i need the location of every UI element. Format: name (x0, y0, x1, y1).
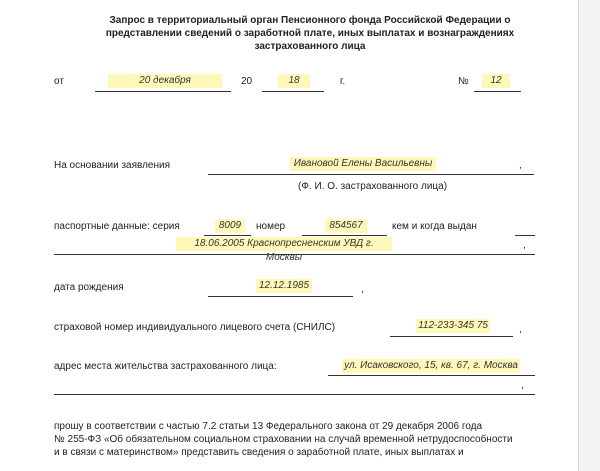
passport-number: 854567 (325, 219, 367, 233)
birth-underline (208, 296, 353, 297)
label-year-suffix: г. (340, 76, 346, 87)
passport-issued-value: 18.06.2005 Краснопресненским УВД г. Москвы (176, 237, 392, 251)
passport-number-underline (302, 235, 387, 236)
body-line-1: прошу в соответствии с частью 7.2 статьи 13 Федерального закона от 29 декабря 2006 года (54, 421, 483, 432)
title-line-1: Запрос в территориальный орган Пенсионного фонда Российской Федерации о (109, 15, 511, 26)
series-underline (204, 235, 251, 236)
number-underline (474, 91, 521, 92)
address-underline (328, 375, 535, 376)
applicant-comma: , (519, 160, 522, 171)
applicant-caption: (Ф. И. О. застрахованного лица) (298, 181, 448, 192)
address-label: адрес места жительства застрахованного лица: (54, 361, 277, 372)
request-body (54, 420, 513, 459)
request-number: 12 (482, 74, 510, 88)
viewer-margin (579, 0, 600, 471)
label-number-sign: № (458, 76, 469, 87)
issued-short-underline (515, 235, 535, 236)
year-underline (262, 91, 324, 92)
applicant-underline (208, 174, 534, 175)
title-line-3: застрахованного лица (254, 41, 366, 52)
birth-comma: , (361, 284, 364, 295)
passport-number-label: номер (256, 221, 286, 232)
address-value: ул. Исаковского, 15, кв. 67, г. Москва (342, 359, 520, 373)
applicant-name: Ивановой Елены Васильевны (290, 157, 436, 171)
date-year: 18 (278, 74, 310, 88)
document-title (60, 14, 560, 53)
snils-comma: , (519, 324, 522, 335)
snils-value: 112-233-345 75 (416, 319, 490, 333)
label-century: 20 (241, 76, 253, 87)
body-line-3: и в связи с материнством» представить сведения о заработной плате, иных выплатах и (54, 447, 464, 458)
body-line-2: № 255-ФЗ «Об обязательном социальном страховании на случай временной нетрудоспособности (54, 434, 513, 445)
address-comma: , (521, 380, 524, 391)
label-ot: от (54, 76, 64, 87)
date-day-month: 20 декабря (108, 74, 222, 88)
snils-label: страховой номер индивидуального лицевого счета (СНИЛС) (54, 322, 336, 333)
passport-series: 8009 (215, 219, 245, 233)
issued-underline (54, 254, 535, 255)
passport-comma: , (523, 240, 526, 251)
birth-label: дата рождения (54, 282, 124, 293)
date-underline (95, 91, 231, 92)
snils-underline (390, 336, 513, 337)
passport-series-label: паспортные данные: серия (54, 221, 180, 232)
address-continuation-underline (54, 394, 535, 395)
applicant-label: На основании заявления (54, 160, 171, 171)
passport-issued-label: кем и когда выдан (392, 221, 477, 232)
birth-value: 12.12.1985 (256, 279, 312, 293)
title-line-2: представлении сведений о заработной плате, иных выплатах и вознаграждениях (105, 28, 515, 39)
